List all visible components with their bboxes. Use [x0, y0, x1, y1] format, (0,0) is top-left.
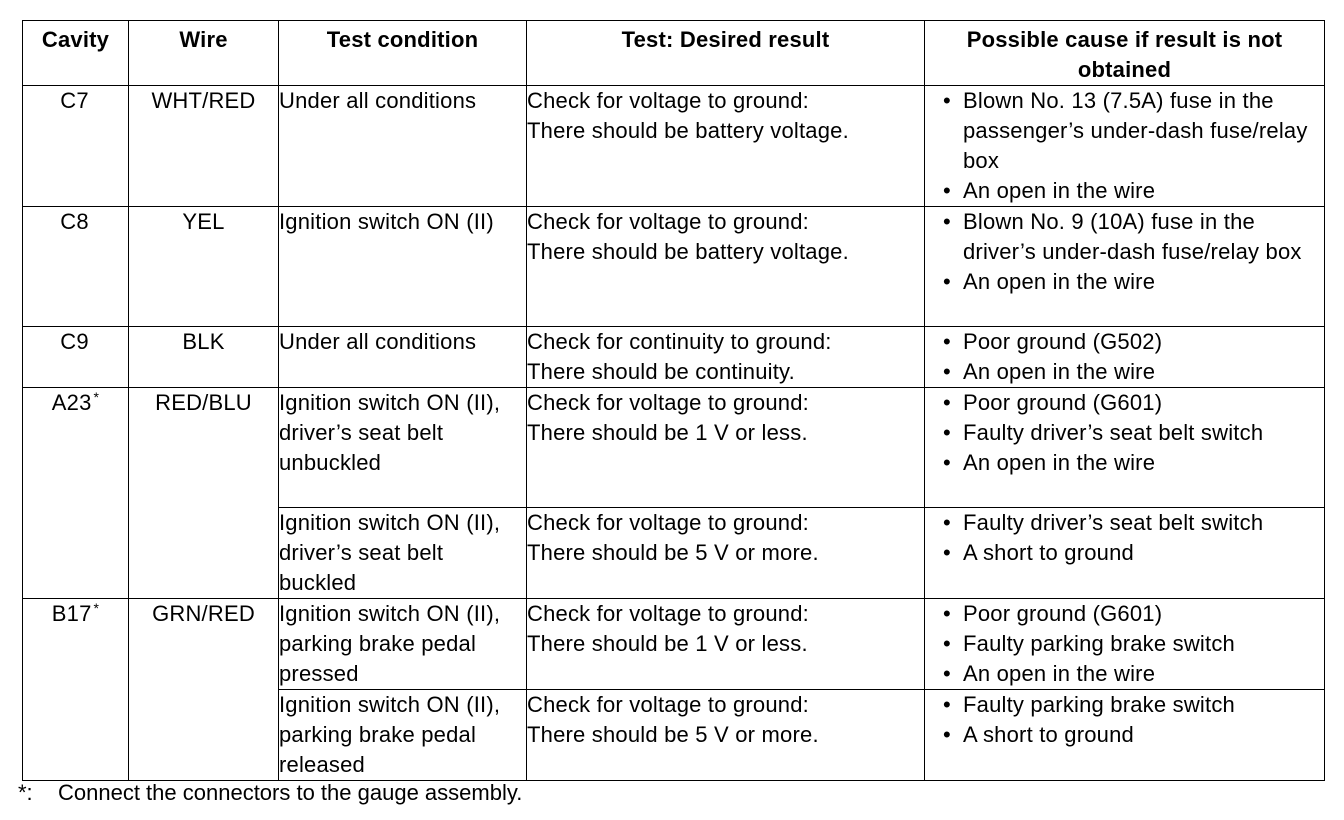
bullet-icon: • [943, 359, 951, 384]
bullet-icon: • [943, 269, 951, 294]
test-condition-cell: Under all conditions [279, 327, 527, 388]
cause-list [925, 690, 1324, 750]
test-condition-cell: Ignition switch ON (II), parking brake pedal released [279, 690, 527, 781]
bullet-icon: • [943, 178, 951, 203]
wire-color-label: GRN/RED [152, 601, 255, 626]
footnote [18, 778, 522, 808]
bullet-icon: • [943, 722, 951, 747]
cavity-cell [23, 86, 129, 207]
cause-list-item [939, 86, 1324, 176]
cause-list-item [939, 720, 1324, 750]
cause-list-item [939, 267, 1324, 297]
possible-cause-cell [925, 599, 1325, 690]
table-body [23, 86, 1325, 781]
table-row [23, 327, 1325, 388]
bullet-icon: • [943, 601, 951, 626]
possible-cause-cell [925, 207, 1325, 327]
cause-list-item [939, 327, 1324, 357]
header-desired-result: Test: Desired result [527, 21, 925, 86]
possible-cause-cell [925, 508, 1325, 599]
wire-color-label: WHT/RED [151, 88, 256, 113]
bullet-icon: • [943, 510, 951, 535]
wire-cell [129, 327, 279, 388]
wire-color-label: BLK [182, 329, 225, 354]
possible-cause-cell [925, 388, 1325, 508]
possible-cause-cell [925, 86, 1325, 207]
cause-list-item [939, 207, 1324, 267]
cavity-cell [23, 207, 129, 327]
wire-cell [129, 388, 279, 599]
cavity-cell: A23 * [23, 388, 129, 599]
cause-text: Faulty parking brake switch [963, 631, 1235, 656]
desired-result-cell [527, 327, 925, 388]
desired-result-line: There should be 5 V or more. [527, 540, 819, 565]
bullet-icon: • [943, 450, 951, 475]
desired-result-line: Check for voltage to ground: [527, 209, 809, 234]
bullet-icon: • [943, 209, 951, 234]
desired-result-cell [527, 86, 925, 207]
desired-result-cell [527, 388, 925, 508]
cause-text: An open in the wire [963, 450, 1156, 475]
possible-cause-cell [925, 690, 1325, 781]
cause-text: Blown No. 13 (7.5A) fuse in the passenger’s under-dash fuse/relay box [963, 88, 1308, 173]
footnote-text: Connect the connectors to the gauge assembly. [58, 780, 523, 805]
test-condition-cell: Ignition switch ON (II), driver’s seat belt unbuckled [279, 388, 527, 508]
cause-list [925, 327, 1324, 387]
cause-list-item [939, 690, 1324, 720]
header-wire: Wire [129, 21, 279, 86]
cause-list [925, 207, 1324, 297]
cavity-cell: B17 * [23, 599, 129, 781]
cavity-label: A23 [51, 390, 92, 415]
footnote-mark: *: [18, 780, 33, 805]
cause-list-item [939, 357, 1324, 387]
desired-result-cell [527, 508, 925, 599]
cause-text: An open in the wire [963, 661, 1156, 686]
cause-text: An open in the wire [963, 178, 1156, 203]
bullet-icon: • [943, 88, 951, 113]
bullet-icon: • [943, 540, 951, 565]
cavity-label: C8 [60, 209, 89, 234]
cause-list [925, 599, 1324, 689]
bullet-icon: • [943, 661, 951, 686]
cause-text: Faulty driver’s seat belt switch [963, 510, 1264, 535]
cause-list [925, 508, 1324, 568]
cause-list [925, 388, 1324, 478]
cause-list-item [939, 659, 1324, 689]
bullet-icon: • [943, 631, 951, 656]
cause-list-item [939, 538, 1324, 568]
cause-list-item [939, 508, 1324, 538]
desired-result-cell [527, 599, 925, 690]
cause-text: Faulty driver’s seat belt switch [963, 420, 1264, 445]
wire-cell [129, 599, 279, 781]
table-row [23, 388, 1325, 508]
header-cavity: Cavity [23, 21, 129, 86]
desired-result-line: Check for voltage to ground: [527, 601, 809, 626]
desired-result-line: Check for continuity to ground: [527, 329, 832, 354]
cause-text: An open in the wire [963, 359, 1156, 384]
desired-result-line: There should be 1 V or less. [527, 631, 808, 656]
bullet-icon: • [943, 692, 951, 717]
test-condition-cell: Ignition switch ON (II), driver’s seat belt buckled [279, 508, 527, 599]
desired-result-line: There should be continuity. [527, 359, 795, 384]
cause-list-item [939, 599, 1324, 629]
desired-result-line: There should be 5 V or more. [527, 722, 819, 747]
cause-text: Poor ground (G601) [963, 390, 1163, 415]
cavity-label: C9 [60, 329, 89, 354]
cause-list-item [939, 388, 1324, 418]
desired-result-line: Check for voltage to ground: [527, 692, 809, 717]
test-condition-cell: Ignition switch ON (II) [279, 207, 527, 327]
desired-result-line: Check for voltage to ground: [527, 88, 809, 113]
desired-result-line: There should be 1 V or less. [527, 420, 808, 445]
wire-cell [129, 86, 279, 207]
header-test-condition: Test condition [279, 21, 527, 86]
desired-result-line: Check for voltage to ground: [527, 390, 809, 415]
desired-result-line: Check for voltage to ground: [527, 510, 809, 535]
table-row [23, 599, 1325, 690]
cause-list [925, 86, 1324, 206]
test-condition-cell: Under all conditions [279, 86, 527, 207]
bullet-icon: • [943, 329, 951, 354]
cause-text: Faulty parking brake switch [963, 692, 1235, 717]
cause-text: Blown No. 9 (10A) fuse in the driver’s under-dash fuse/relay box [963, 209, 1302, 264]
table-row [23, 86, 1325, 207]
table-row [23, 207, 1325, 327]
wire-color-label: RED/BLU [155, 390, 252, 415]
cavity-label: B17 [51, 601, 92, 626]
cause-text: Poor ground (G502) [963, 329, 1163, 354]
desired-result-line: There should be battery voltage. [527, 118, 849, 143]
possible-cause-cell [925, 327, 1325, 388]
desired-result-cell [527, 207, 925, 327]
cavity-label: C7 [60, 88, 89, 113]
cause-list-item [939, 448, 1324, 478]
test-condition-cell: Ignition switch ON (II), parking brake pedal pressed [279, 599, 527, 690]
cause-text: A short to ground [963, 540, 1134, 565]
cause-list-item [939, 176, 1324, 206]
wire-cell [129, 207, 279, 327]
cause-text: A short to ground [963, 722, 1134, 747]
table-header-row [23, 21, 1325, 86]
desired-result-cell [527, 690, 925, 781]
header-possible-cause: Possible cause if result is not obtained [925, 21, 1325, 86]
cause-list-item [939, 418, 1324, 448]
connector-test-table [22, 20, 1325, 781]
cause-list-item [939, 629, 1324, 659]
cause-text: An open in the wire [963, 269, 1156, 294]
bullet-icon: • [943, 420, 951, 445]
cause-text: Poor ground (G601) [963, 601, 1163, 626]
bullet-icon: • [943, 390, 951, 415]
desired-result-line: There should be battery voltage. [527, 239, 849, 264]
cavity-cell [23, 327, 129, 388]
wire-color-label: YEL [182, 209, 225, 234]
